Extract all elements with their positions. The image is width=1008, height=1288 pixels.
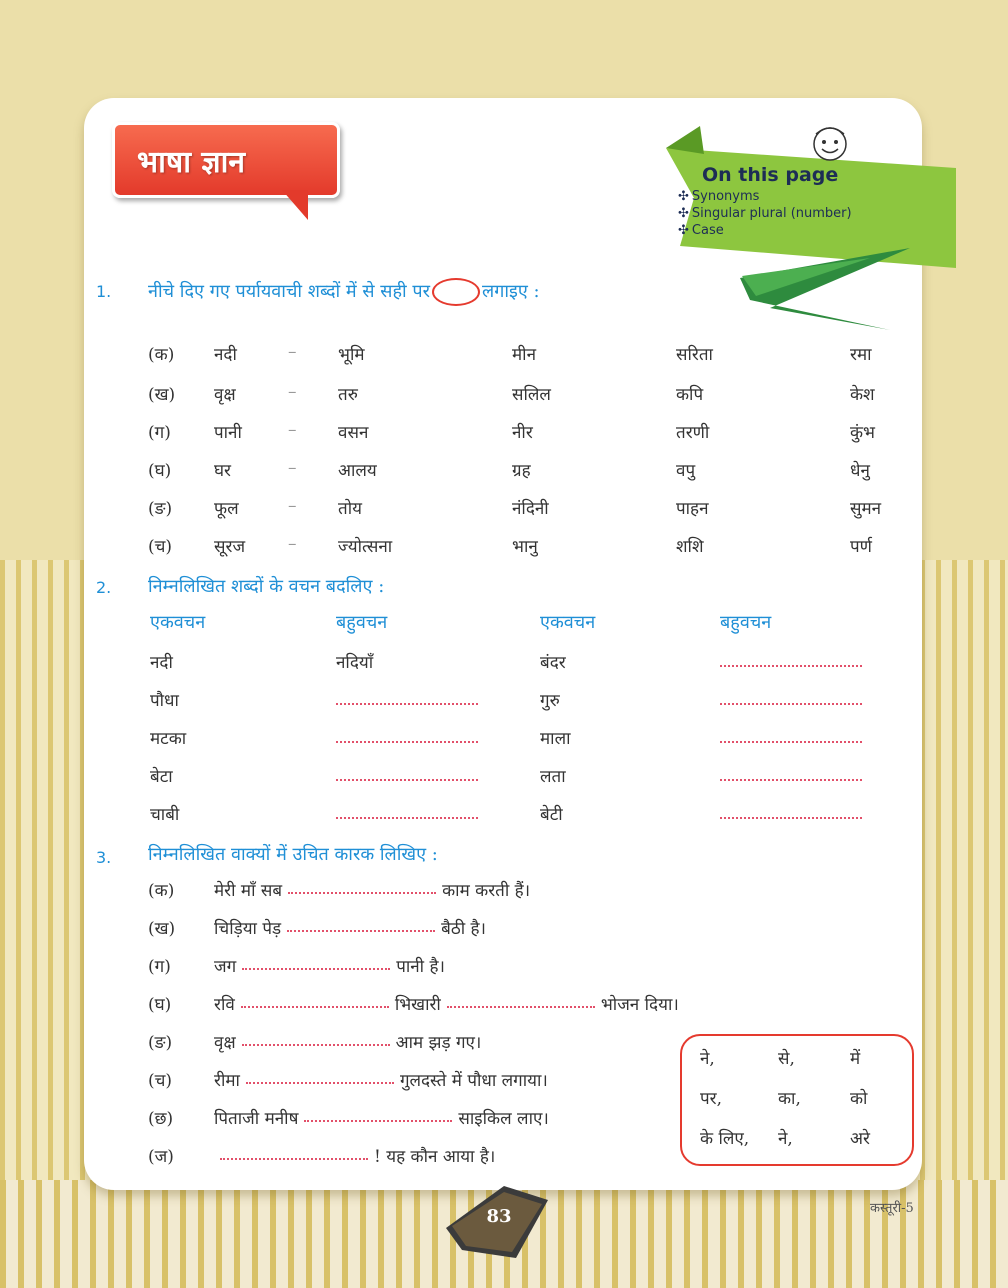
singular-word: मटका	[150, 729, 187, 749]
page-number-badge	[444, 1184, 554, 1264]
row-label: (ज)	[148, 1147, 174, 1167]
sentence	[214, 916, 486, 939]
sentence-part: बैठी है।	[441, 919, 486, 939]
sentence-part: काम करती हैं।	[442, 881, 531, 901]
synonym-option: पाहन	[676, 499, 709, 519]
header-singular-1: एकवचन	[150, 612, 206, 633]
question-3-text: निम्नलिखित वाक्यों में उचित कारक लिखिए :	[148, 844, 438, 865]
question-2-text: निम्नलिखित शब्दों के वचन बदलिए :	[148, 576, 385, 597]
row-word: वृक्ष	[214, 385, 236, 405]
page-number: 83	[486, 1206, 512, 1227]
answer-blank	[720, 816, 862, 819]
sentence	[214, 1144, 495, 1167]
answer-blank	[720, 778, 862, 781]
answer-blank	[242, 968, 390, 970]
banner-item-label: Singular plural (number)	[691, 206, 852, 221]
row-word: घर	[214, 461, 231, 481]
section-title: भाषा ज्ञान	[137, 144, 246, 180]
book-label: कस्तूरी-5	[870, 1201, 914, 1216]
banner-heading: On this page	[702, 164, 839, 186]
row-dash: –	[288, 420, 297, 440]
plural-word: नदियाँ	[336, 653, 374, 673]
row-label: (ङ)	[148, 1033, 173, 1053]
row-label: (च)	[148, 537, 173, 557]
answer-blank	[336, 740, 478, 743]
sentence-part: भोजन दिया।	[600, 995, 679, 1015]
synonym-option: सरिता	[676, 345, 713, 365]
on-this-page-banner	[660, 108, 960, 348]
question-3-number: 3.	[96, 848, 112, 867]
row-label: (क)	[148, 881, 175, 901]
answer-blank	[220, 1158, 368, 1160]
row-label: (ख)	[148, 385, 176, 405]
row-word: नदी	[214, 345, 237, 365]
answer-blank	[720, 702, 862, 705]
bullet-icon: ✣	[678, 206, 689, 221]
row-label: (घ)	[148, 995, 172, 1015]
sentence-part: जग	[214, 957, 237, 977]
section-title-box	[112, 122, 340, 198]
sentence-part: पिताजी मनीष	[214, 1109, 299, 1129]
row-label: (ख)	[148, 919, 176, 939]
synonym-option: रमा	[850, 345, 872, 365]
bullet-icon: ✣	[678, 189, 689, 204]
banner-item	[678, 205, 852, 222]
synonym-option: धेनु	[850, 461, 870, 481]
synonym-option: पर्ण	[850, 537, 872, 557]
sentence-part: मेरी माँ सब	[214, 881, 283, 901]
singular-word: गुरु	[540, 691, 560, 711]
case-word: में	[850, 1049, 861, 1069]
synonym-option: कपि	[676, 385, 704, 405]
answer-blank	[287, 930, 435, 932]
question-2-number: 2.	[96, 578, 112, 597]
answer-blank	[336, 702, 478, 705]
sentence	[214, 954, 445, 977]
case-word: अरे	[850, 1129, 870, 1149]
synonym-option: शशि	[676, 537, 704, 557]
answer-blank	[242, 1044, 390, 1046]
sentence-part: गुलदस्ते में पौधा लगाया।	[399, 1071, 548, 1091]
header-singular-2: एकवचन	[540, 612, 596, 633]
case-word: ने,	[700, 1049, 715, 1069]
header-plural-1: बहुवचन	[336, 612, 388, 633]
row-word: फूल	[214, 499, 239, 519]
row-dash: –	[288, 534, 297, 554]
row-label: (ङ)	[148, 499, 173, 519]
banner-item	[678, 188, 852, 205]
sentence	[214, 992, 679, 1015]
synonym-option: मीन	[512, 345, 537, 365]
synonym-option: नीर	[512, 423, 533, 443]
answer-blank	[447, 1006, 595, 1008]
answer-blank	[241, 1006, 389, 1008]
answer-blank	[336, 816, 478, 819]
synonym-option: भानु	[512, 537, 538, 557]
answer-blank	[720, 740, 862, 743]
case-word: का,	[778, 1089, 801, 1109]
synonym-option: सुमन	[850, 499, 882, 519]
header-plural-2: बहुवचन	[720, 612, 772, 633]
answer-blank	[720, 664, 862, 667]
question-1-text-after: लगाइए :	[482, 281, 540, 302]
singular-word: बेटी	[540, 805, 563, 825]
banner-content	[678, 164, 852, 239]
row-label: (छ)	[148, 1109, 174, 1129]
sentence-part: ! यह कौन आया है।	[374, 1147, 496, 1167]
singular-word: चाबी	[150, 805, 180, 825]
row-label: (ग)	[148, 423, 171, 443]
banner-item-label: Case	[691, 223, 724, 238]
singular-word: नदी	[150, 653, 173, 673]
bullet-icon: ✣	[678, 223, 689, 238]
answer-blank	[304, 1120, 452, 1122]
sentence-part: रवि	[214, 995, 235, 1015]
sentence	[214, 1068, 548, 1091]
sentence-part: वृक्ष	[214, 1033, 236, 1053]
synonym-option: तरणी	[676, 423, 710, 443]
row-dash: –	[288, 458, 297, 478]
circle-icon	[432, 278, 480, 306]
sentence-part: आम झड़ गए।	[395, 1033, 482, 1053]
case-word: पर,	[700, 1089, 723, 1109]
question-1-text-before: नीचे दिए गए पर्यायवाची शब्दों में से सही पर	[148, 281, 431, 302]
synonym-option: तोय	[338, 499, 362, 519]
question-1-text	[148, 278, 540, 306]
row-label: (च)	[148, 1071, 173, 1091]
row-dash: –	[288, 496, 297, 516]
sentence-part: रीमा	[214, 1071, 240, 1091]
synonym-option: ज्योत्सना	[338, 537, 393, 557]
row-label: (घ)	[148, 461, 172, 481]
sentence-part: चिड़िया पेड़	[214, 919, 282, 939]
row-label: (क)	[148, 345, 175, 365]
row-dash: –	[288, 382, 297, 402]
banner-item	[678, 222, 852, 239]
synonym-option: केश	[850, 385, 875, 405]
case-word: से,	[778, 1049, 795, 1069]
synonym-option: कुंभ	[850, 423, 876, 443]
singular-word: बंदर	[540, 653, 566, 673]
sentence	[214, 1106, 549, 1129]
sentence-part: पानी है।	[396, 957, 445, 977]
sentence	[214, 878, 530, 901]
synonym-option: नंदिनी	[512, 499, 549, 519]
row-dash: –	[288, 342, 297, 362]
banner-item-label: Synonyms	[691, 189, 760, 204]
synonym-option: भूमि	[338, 345, 365, 365]
synonym-option: वसन	[338, 423, 369, 443]
row-label: (ग)	[148, 957, 171, 977]
synonym-option: तरु	[338, 385, 358, 405]
singular-word: पौधा	[150, 691, 179, 711]
answer-blank	[288, 892, 436, 894]
answer-blank	[336, 778, 478, 781]
case-word-box	[680, 1034, 914, 1166]
singular-word: माला	[540, 729, 571, 749]
synonym-option: सलिल	[512, 385, 551, 405]
sentence-part: भिखारी	[394, 995, 441, 1015]
singular-word: लता	[540, 767, 566, 787]
question-1-number: 1.	[96, 282, 112, 301]
synonym-option: वपु	[676, 461, 696, 481]
row-word: पानी	[214, 423, 242, 443]
synonym-option: आलय	[338, 461, 377, 481]
title-speech-tail	[282, 190, 308, 220]
case-word: को	[850, 1089, 868, 1109]
answer-blank	[246, 1082, 394, 1084]
sentence-part: साइकिल लाए।	[458, 1109, 549, 1129]
case-word: के लिए,	[700, 1129, 750, 1149]
sentence	[214, 1030, 481, 1053]
case-word: ने,	[778, 1129, 793, 1149]
synonym-option: ग्रह	[512, 461, 531, 481]
singular-word: बेटा	[150, 767, 173, 787]
row-word: सूरज	[214, 537, 246, 557]
